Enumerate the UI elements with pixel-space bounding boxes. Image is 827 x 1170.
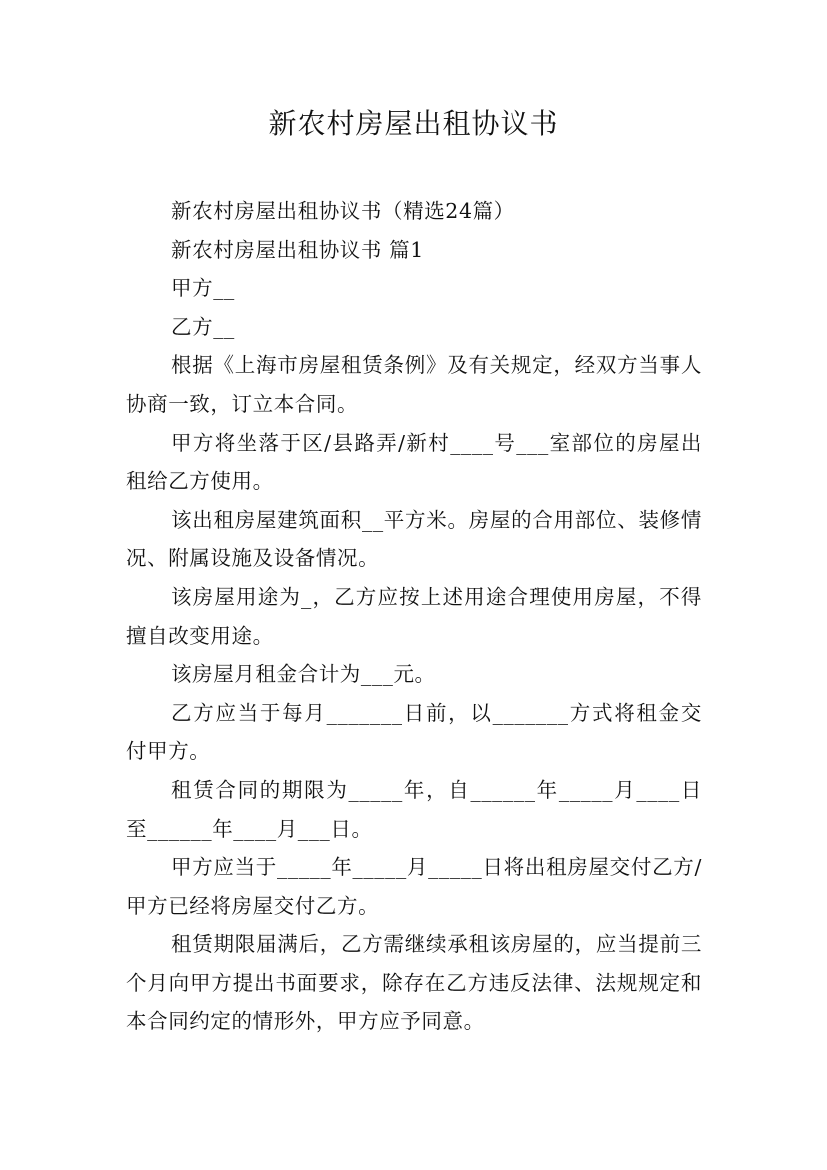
paragraph-party-a: 甲方__: [171, 276, 235, 301]
paragraph-subtitle: 新农村房屋出租协议书（精选24篇）: [171, 199, 515, 223]
paragraph-party-b: 乙方__: [171, 314, 235, 339]
paragraph-delivery: 甲方应当于_____年_____月_____日将出租房屋交付乙方/甲方已经将房屋交付乙方。: [126, 855, 702, 918]
paragraph-payment: 乙方应当于每月_______日前，以_______方式将租金交付甲方。: [126, 700, 702, 764]
paragraph-usage: 该房屋用途为_，乙方应按上述用途合理使用房屋，不得擅自改变用途。: [126, 584, 702, 648]
paragraph-location: 甲方将坐落于区/县路弄/新村____号___室部位的房屋出租给乙方使用。: [126, 430, 702, 494]
paragraph-area: 该出租房屋建筑面积__平方米。房屋的合用部位、装修情况、附属设施及设备情况。: [126, 507, 702, 571]
paragraph-term: 租赁合同的期限为_____年，自______年_____月____日至______年____月___日。: [126, 777, 702, 841]
paragraph-basis: 根据《上海市房屋租赁条例》及有关规定，经双方当事人协商一致，订立本合同。: [126, 353, 702, 416]
document-title: 新农村房屋出租协议书: [268, 107, 559, 140]
paragraph-renewal: 租赁期限届满后，乙方需继续承租该房屋的，应当提前三个月向甲方提出书面要求，除存在乙方违反法律、法规规定和本合同约定的情形外，甲方应予同意。: [126, 932, 702, 1034]
document-body: [126, 192, 702, 1041]
paragraph-rent: 该房屋月租金合计为___元。: [171, 662, 436, 687]
paragraph-section-heading: 新农村房屋出租协议书 篇1: [171, 237, 424, 262]
